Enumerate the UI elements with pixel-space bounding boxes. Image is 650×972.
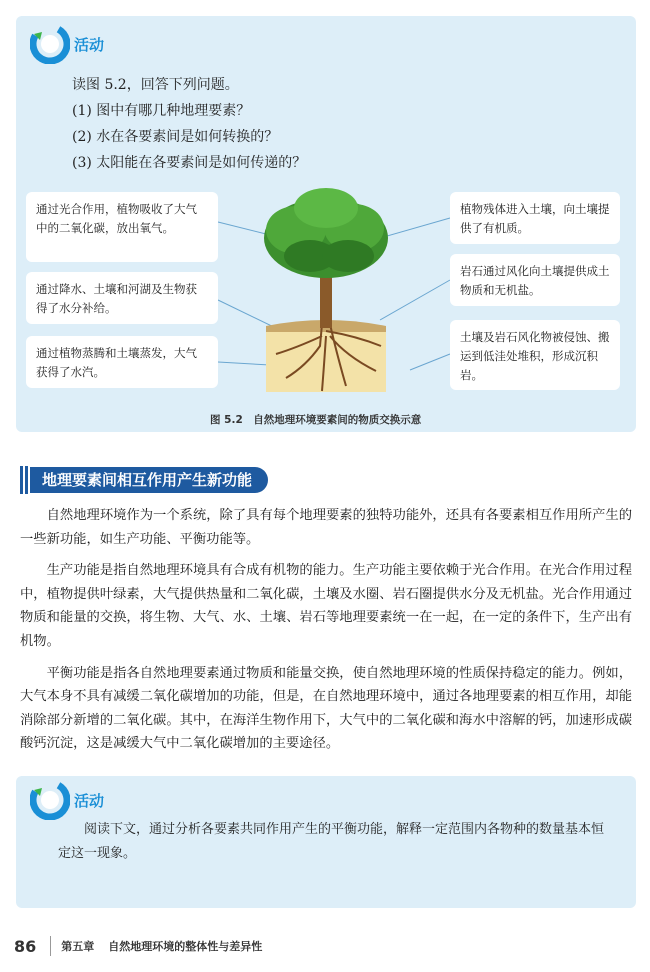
callout-left-2: 通过降水、土壤和河湖及生物获得了水分补给。 (26, 272, 218, 324)
activity-cycle-icon (30, 780, 70, 820)
callout-left-3: 通过植物蒸腾和土壤蒸发，大气获得了水汽。 (26, 336, 218, 388)
question-1: (1) 图中有哪几种地理要素？ (72, 103, 251, 119)
footer-divider (50, 936, 51, 956)
question-3: (3) 太阳能在各要素间是如何传递的？ (72, 155, 307, 171)
tree-illustration (226, 186, 426, 396)
activity-questions (72, 72, 306, 176)
activity-cycle-icon (30, 24, 70, 64)
section-heading-bars (20, 466, 30, 494)
activity-header-1 (30, 24, 104, 64)
activity-title: 活动 (74, 35, 105, 54)
body-paragraph-2: 生产功能是指自然地理环境具有合成有机物的能力。生产功能主要依赖于光合作用。在光合作用过程中，植物提供叶绿素，大气提供热量和二氧化碳，土壤及水圈、岩石圈提供水分及无机盐。光合作用通过物质和能量的交换，将生物、大气、水、土壤、岩石等地理要素统一在一起，在一定的条件下，生产出有机物。 (20, 563, 632, 649)
page-number: 86 (14, 936, 37, 956)
question-2: (2) 水在各要素间是如何转换的？ (72, 129, 279, 145)
activity-2-text: 阅读下文，通过分析各要素共同作用产生的平衡功能，解释一定范围内各物种的数量基本恒定这一现象。 (58, 822, 605, 861)
figure-caption: 图 5.2 自然地理环境要素间的物质交换示意 (210, 414, 422, 426)
activity-title-2: 活动 (74, 791, 105, 810)
callout-left-1: 通过光合作用，植物吸收了大气中的二氧化碳，放出氧气。 (26, 192, 218, 262)
chapter-label: 第五章 (61, 940, 95, 953)
section-heading-text: 地理要素间相互作用产生新功能 (30, 467, 268, 493)
section-body (20, 504, 632, 756)
body-paragraph-3: 平衡功能是指各自然地理要素通过物质和能量交换，使自然地理环境的性质保持稳定的能力。例如，大气本身不具有减缓二氧化碳增加的功能，但是，在自然地理环境中，通过各地理要素的相互作用，却能消除部分新增的二氧化碳。其中，在海洋生物作用下，大气中的二氧化碳和海水中溶解的钙，加速形成碳酸钙沉淀，这是减缓大气中二氧化碳增加的主要途径。 (20, 665, 632, 752)
question-intro: 读图 5.2，回答下列问题。 (72, 77, 239, 93)
callout-right-3: 土壤及岩石风化物被侵蚀、搬运到低洼处堆积，形成沉积岩。 (450, 320, 620, 390)
section-heading (20, 466, 322, 494)
callout-right-2: 岩石通过风化向土壤提供成土物质和无机盐。 (450, 254, 620, 306)
callout-right-1: 植物残体进入土壤，向土壤提供了有机质。 (450, 192, 620, 244)
chapter-title: 自然地理环境的整体性与差异性 (108, 940, 263, 953)
page-footer (14, 936, 262, 956)
body-paragraph-1: 自然地理环境作为一个系统，除了具有每个地理要素的独特功能外，还具有各要素相互作用所产生的一些新功能，如生产功能、平衡功能等。 (20, 508, 632, 547)
activity-header-2 (30, 780, 104, 820)
